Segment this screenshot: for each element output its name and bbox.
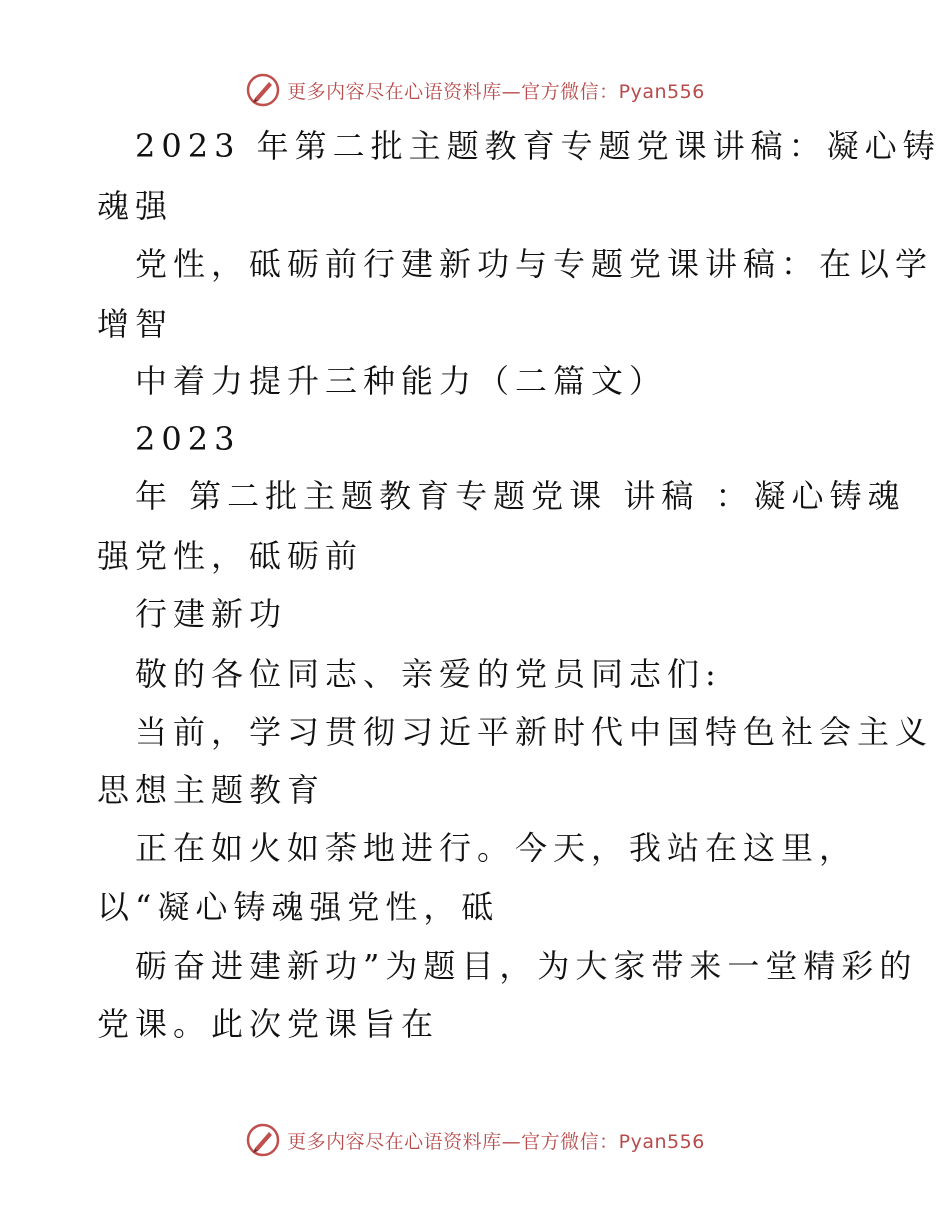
banner-text: 更多内容尽在心语资料库—官方微信：Pyan556: [287, 1130, 705, 1153]
text-line: 2023 年第二批主题教育专题党课讲稿：凝心铸: [135, 127, 941, 165]
text-line: 中着力提升三种能力（二篇文）: [135, 362, 668, 400]
header-banner: [0, 70, 950, 110]
text-line: 党课。此次党课旨在: [97, 1005, 440, 1043]
text-line: 敬的各位同志、亲爱的党员同志们:: [135, 655, 722, 693]
text-line: 正在如火如荼地进行。今天，我站在这里，: [135, 829, 858, 867]
text-line: 行建新功: [135, 595, 288, 633]
text-line: 以“凝心铸魂强党性，砥: [97, 888, 500, 926]
text-line: 思想主题教育: [97, 771, 326, 809]
text-line: 强党性，砥砺前: [97, 537, 364, 575]
text-line: 2023: [135, 420, 241, 458]
banner-text: 更多内容尽在心语资料库—官方微信：Pyan556: [287, 80, 705, 103]
footer-banner: [0, 1120, 950, 1160]
text-line: 年 第二批主题教育专题党课 讲稿 ：凝心铸魂: [135, 477, 906, 515]
text-line: 砺奋进建新功”为题目，为大家带来一堂精彩的: [135, 947, 918, 985]
text-line: 当前，学习贯彻习近平新时代中国特色社会主义: [135, 713, 934, 751]
pen-logo-icon: [245, 72, 281, 108]
text-line: 增智: [97, 305, 174, 343]
text-line: 魂强: [97, 187, 174, 225]
text-line: 党性，砥砺前行建新功与专题党课讲稿：在以学: [135, 245, 934, 283]
pen-logo-icon: [245, 1122, 281, 1158]
